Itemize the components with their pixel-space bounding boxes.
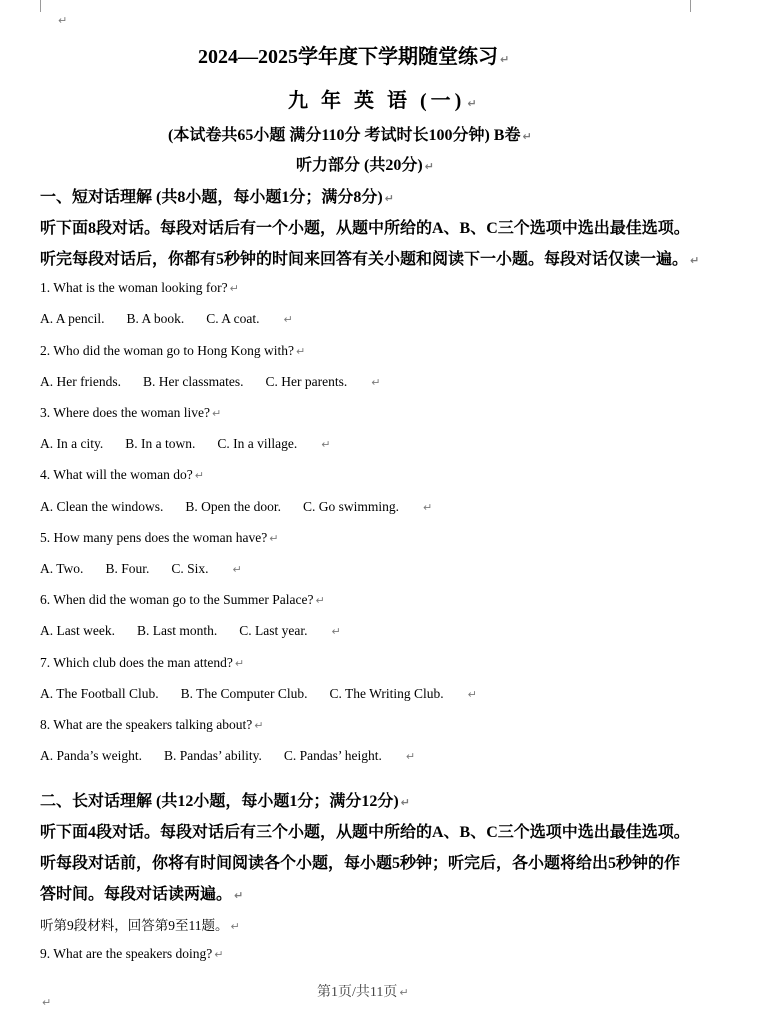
question-4: 4. What will the woman do? ↵ bbox=[40, 467, 204, 482]
paragraph-mark-icon: ↵ bbox=[42, 996, 52, 1009]
options-2 bbox=[40, 374, 380, 390]
paragraph-mark-icon: ↵ bbox=[229, 282, 239, 295]
paragraph-mark-icon: ↵ bbox=[522, 130, 532, 143]
options-5 bbox=[40, 561, 242, 577]
option-a[interactable]: A. Her friends. bbox=[40, 374, 121, 389]
options-3 bbox=[40, 436, 330, 452]
options-4 bbox=[40, 499, 432, 515]
option-c[interactable]: C. Last year. bbox=[239, 623, 308, 638]
material-note: 听第9段材料，回答第9至11题。 ↵ bbox=[40, 918, 240, 933]
paragraph-mark-icon: ↵ bbox=[58, 14, 68, 27]
paragraph-mark-icon: ↵ bbox=[254, 719, 264, 732]
section2-instruction-line1: 听下面4段对话。每段对话后有三个小题，从题中所给的A、B、C三个选项中选出最佳选项。 bbox=[40, 824, 690, 841]
paragraph-mark-icon: ↵ bbox=[315, 594, 325, 607]
paragraph-mark-icon: ↵ bbox=[467, 688, 477, 701]
paragraph-mark-icon: ↵ bbox=[399, 986, 409, 999]
paragraph-mark-icon: ↵ bbox=[423, 501, 433, 514]
crop-mark-left bbox=[40, 0, 41, 12]
section1-instruction-line1: 听下面8段对话。每段对话后有一个小题，从题中所给的A、B、C三个选项中选出最佳选项。 bbox=[40, 220, 690, 237]
paragraph-mark-icon: ↵ bbox=[331, 625, 341, 638]
paragraph-mark-icon: ↵ bbox=[321, 438, 331, 451]
paragraph-mark-icon: ↵ bbox=[234, 889, 244, 902]
question-7: 7. Which club does the man attend? ↵ bbox=[40, 655, 245, 670]
option-a[interactable]: A. In a city. bbox=[40, 436, 104, 451]
paragraph-mark-icon: ↵ bbox=[424, 160, 434, 173]
option-c[interactable]: C. Six. bbox=[171, 561, 209, 576]
options-7 bbox=[40, 686, 477, 702]
option-b[interactable]: B. A book. bbox=[126, 311, 185, 326]
paragraph-mark-icon: ↵ bbox=[384, 192, 394, 205]
section2-heading: 二、长对话理解 (共12小题，每小题1分；满分12分) ↵ bbox=[40, 793, 410, 810]
paragraph-mark-icon: ↵ bbox=[269, 532, 279, 545]
question-1: 1. What is the woman looking for? ↵ bbox=[40, 280, 239, 295]
option-b[interactable]: B. Pandas’ ability. bbox=[164, 748, 262, 763]
option-a[interactable]: A. Clean the windows. bbox=[40, 499, 164, 514]
option-b[interactable]: B. The Computer Club. bbox=[180, 686, 308, 701]
paragraph-mark-icon: ↵ bbox=[214, 948, 224, 961]
document-title: 2024—2025学年度下学期随堂练习 ↵ bbox=[198, 46, 510, 68]
question-8: 8. What are the speakers talking about? ↵ bbox=[40, 717, 264, 732]
option-a[interactable]: A. A pencil. bbox=[40, 311, 105, 326]
page-footer: 第1页/共11页 ↵ bbox=[317, 985, 409, 1000]
question-6: 6. When did the woman go to the Summer Palace? ↵ bbox=[40, 592, 325, 607]
paragraph-mark-icon: ↵ bbox=[283, 313, 293, 326]
section2-instruction-line2: 听每段对话前，你将有时间阅读各个小题，每小题5秒钟；听完后，各小题将给出5秒钟的作 bbox=[40, 855, 681, 872]
paragraph-mark-icon: ↵ bbox=[405, 750, 416, 763]
paragraph-mark-icon: ↵ bbox=[232, 563, 242, 576]
option-b[interactable]: B. Last month. bbox=[136, 623, 218, 638]
paragraph-mark-icon: ↵ bbox=[234, 657, 245, 670]
subject-title: 九 年 英 语 (一) ↵ bbox=[288, 90, 481, 112]
options-1 bbox=[40, 311, 293, 327]
part-heading: 听力部分 (共20分) ↵ bbox=[296, 157, 434, 174]
option-c[interactable]: C. Her parents. bbox=[265, 374, 348, 389]
paragraph-mark-icon: ↵ bbox=[467, 97, 481, 110]
option-b[interactable]: B. Four. bbox=[105, 561, 150, 576]
question-9: 9. What are the speakers doing? ↵ bbox=[40, 946, 224, 961]
option-b[interactable]: B. In a town. bbox=[125, 436, 196, 451]
paragraph-mark-icon: ↵ bbox=[194, 469, 204, 482]
section2-instruction-line3: 答时间。每段对话读两遍。 ↵ bbox=[40, 886, 244, 903]
option-a[interactable]: A. The Football Club. bbox=[40, 686, 159, 701]
option-b[interactable]: B. Open the door. bbox=[185, 499, 281, 514]
option-c[interactable]: C. Go swimming. bbox=[302, 499, 399, 514]
exam-info: (本试卷共65小题 满分110分 考试时长100分钟) B卷 ↵ bbox=[168, 127, 532, 144]
question-3: 3. Where does the woman live? ↵ bbox=[40, 405, 222, 420]
option-c[interactable]: C. A coat. bbox=[206, 311, 260, 326]
option-c[interactable]: C. The Writing Club. bbox=[329, 686, 444, 701]
question-2: 2. Who did the woman go to Hong Kong with? ↵ bbox=[40, 343, 306, 358]
paragraph-mark-icon: ↵ bbox=[295, 345, 306, 358]
option-a[interactable]: A. Panda’s weight. bbox=[40, 748, 142, 763]
option-a[interactable]: A. Last week. bbox=[40, 623, 115, 638]
option-b[interactable]: B. Her classmates. bbox=[142, 374, 244, 389]
paragraph-mark-icon: ↵ bbox=[500, 53, 510, 66]
crop-mark-right bbox=[690, 0, 691, 12]
paragraph-mark-icon: ↵ bbox=[400, 796, 410, 809]
section1-heading: 一、短对话理解 (共8小题，每小题1分；满分8分) ↵ bbox=[40, 189, 394, 206]
options-8 bbox=[40, 748, 415, 764]
section1-instruction-line2: 听完每段对话后，你都有5秒钟的时间来回答有关小题和阅读下一小题。每段对话仅读一遍。 ↵ bbox=[40, 251, 700, 268]
options-6 bbox=[40, 623, 341, 639]
option-c[interactable]: C. In a village. bbox=[217, 436, 298, 451]
paragraph-mark-icon: ↵ bbox=[371, 376, 381, 389]
paragraph-mark-icon: ↵ bbox=[230, 920, 240, 933]
question-5: 5. How many pens does the woman have? ↵ bbox=[40, 530, 279, 545]
option-c[interactable]: C. Pandas’ height. bbox=[283, 748, 382, 763]
paragraph-mark-icon: ↵ bbox=[690, 254, 700, 267]
option-a[interactable]: A. Two. bbox=[40, 561, 84, 576]
paragraph-mark-icon: ↵ bbox=[211, 407, 222, 420]
